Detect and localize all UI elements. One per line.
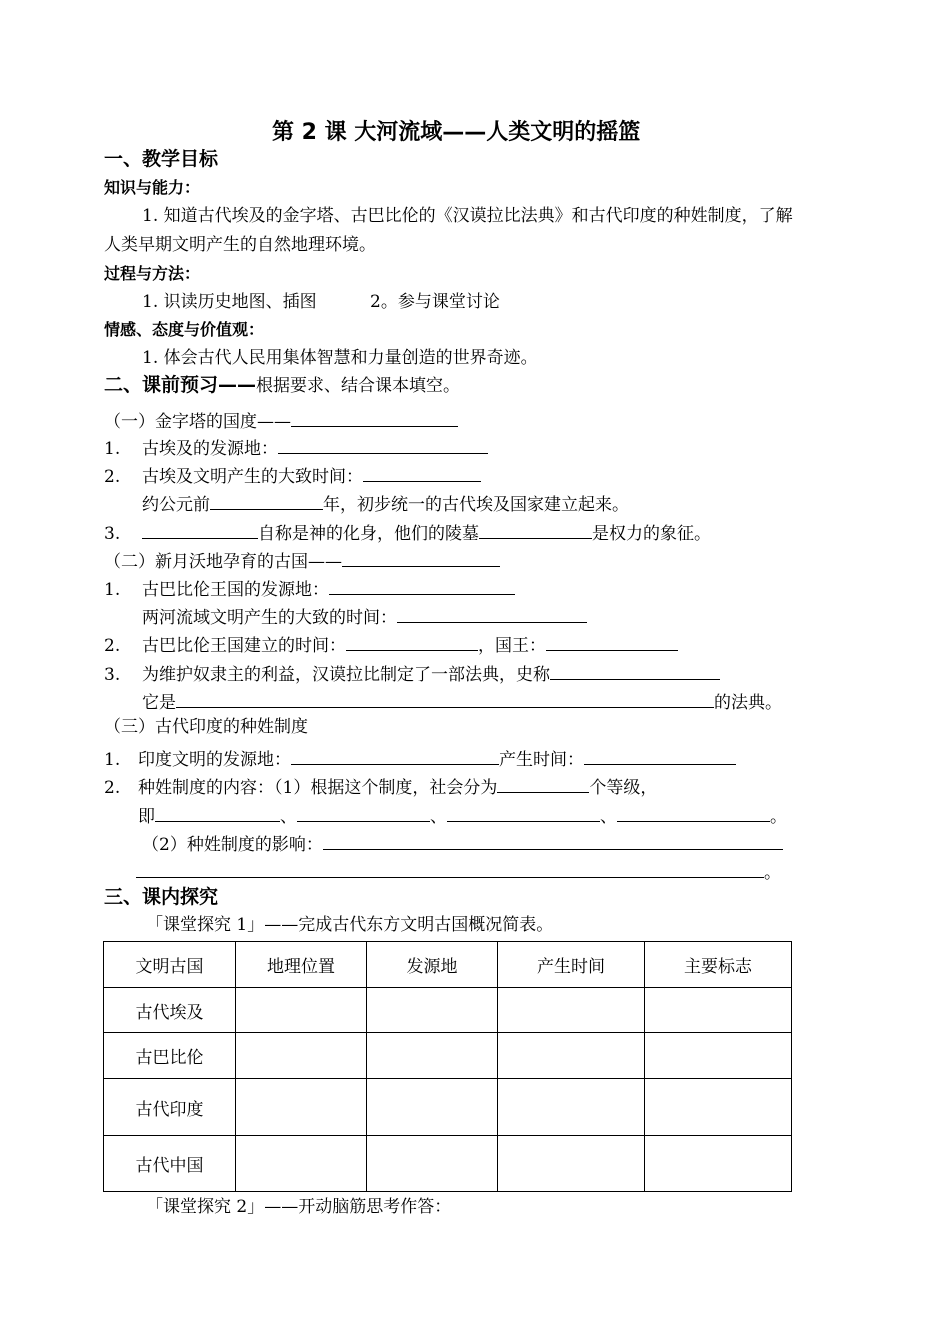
g2-item-2 (104, 634, 678, 655)
emotion-item-1: 1. 体会古代人民用集体智慧和力量创造的世界奇迹。 (142, 348, 538, 368)
blank[interactable] (584, 748, 736, 765)
g3-item-1 (104, 748, 736, 769)
item-text: 产生时间： (499, 750, 584, 770)
item-text: 自称是神的化身，他们的陵墓 (258, 524, 479, 544)
blank[interactable] (497, 776, 589, 793)
table-header-cell: 产生时间 (498, 942, 645, 988)
g1-item-1 (104, 437, 488, 458)
blank[interactable] (447, 805, 600, 822)
process-item-2: 2。参与课堂讨论 (370, 292, 500, 312)
blank[interactable] (176, 691, 714, 708)
blank[interactable] (291, 748, 499, 765)
table-cell[interactable] (367, 1136, 498, 1192)
table-header-cell: 地理位置 (236, 942, 367, 988)
blank[interactable] (479, 522, 592, 539)
g3-item-3 (142, 833, 783, 854)
item-number: 1. (104, 750, 121, 770)
group-2-title: （二）新月沃地孕育的古国—— (104, 552, 342, 572)
group-2-line (104, 550, 500, 571)
item-text: 的法典。 (714, 693, 782, 713)
separator: 、 (430, 807, 447, 827)
table-cell[interactable] (498, 1033, 645, 1079)
g2-item-3 (104, 663, 720, 684)
item-text: 古埃及文明产生的大致时间： (142, 467, 363, 487)
item-text: 古巴比伦王国建立的时间： (142, 636, 346, 656)
knowledge-item-1: 1. 知道古代埃及的金字塔、古巴比伦的《汉谟拉比法典》和古代印度的种姓制度，了解 (142, 206, 793, 226)
item-text: 即 (138, 807, 155, 827)
g2-item-1 (104, 578, 515, 599)
item-text: 印度文明的发源地： (138, 750, 291, 770)
separator: 、 (280, 807, 297, 827)
blank[interactable] (278, 437, 488, 454)
g2-item-3b (142, 691, 782, 712)
table-cell[interactable] (645, 988, 792, 1033)
table-cell[interactable] (236, 988, 367, 1033)
item-text: 个等级， (589, 778, 658, 798)
civilization-table (103, 941, 792, 1192)
blank[interactable] (136, 861, 764, 878)
item-number: 3. (104, 524, 121, 544)
section-2-heading-line (104, 376, 460, 395)
table-header-cell: 主要标志 (645, 942, 792, 988)
process-label: 过程与方法： (104, 264, 201, 283)
item-number: 2. (104, 778, 121, 798)
group-1-title: （一）金字塔的国度—— (104, 412, 291, 432)
table-header-row (104, 942, 792, 988)
table-cell[interactable] (645, 1136, 792, 1192)
blank[interactable] (617, 805, 770, 822)
item-text: 古埃及的发源地： (142, 439, 278, 459)
table-cell[interactable] (236, 1136, 367, 1192)
table-row-label: 古巴比伦 (104, 1033, 236, 1079)
blank[interactable] (323, 833, 783, 850)
blank[interactable] (342, 550, 500, 567)
item-text: 年，初步统一的古代埃及国家建立起来。 (323, 495, 629, 515)
period: 。 (770, 807, 787, 827)
item-text: 种姓制度的内容：（1）根据这个制度，社会分为 (138, 778, 498, 798)
g1-item-3 (104, 522, 711, 543)
emotion-label: 情感、态度与价值观： (104, 320, 265, 339)
blank[interactable] (363, 465, 481, 482)
table-header-cell: 文明古国 (104, 942, 236, 988)
blank[interactable] (346, 634, 478, 651)
table-cell[interactable] (367, 1079, 498, 1136)
table-cell[interactable] (236, 1033, 367, 1079)
group-3-title: （三）古代印度的种姓制度 (104, 717, 308, 737)
item-text: （2）种姓制度的影响： (142, 835, 323, 855)
knowledge-item-1-cont: 人类早期文明产生的自然地理环境。 (104, 235, 376, 255)
process-item-1: 1. 识读历史地图、插图 (142, 292, 317, 312)
item-number: 3. (104, 665, 121, 685)
item-text: 约公元前 (142, 495, 210, 515)
table-row-label: 古代中国 (104, 1136, 236, 1192)
item-text: 它是 (142, 693, 176, 713)
blank[interactable] (291, 410, 458, 427)
table-cell[interactable] (645, 1079, 792, 1136)
table-row-label: 古代印度 (104, 1079, 236, 1136)
blank[interactable] (155, 805, 280, 822)
g3-item-3b (136, 861, 781, 882)
blank[interactable] (329, 578, 515, 595)
inquiry-2: 「课堂探究 2」——开动脑筋思考作答： (146, 1197, 452, 1217)
item-number: 2. (104, 467, 121, 487)
blank[interactable] (546, 634, 678, 651)
section-3-heading: 三、课内探究 (104, 886, 219, 908)
item-text: 古巴比伦王国的发源地： (142, 580, 329, 600)
blank[interactable] (550, 663, 720, 680)
separator: 、 (600, 807, 617, 827)
section-2-note: 根据要求、结合课本填空。 (256, 376, 461, 396)
g1-item-2b (142, 493, 629, 514)
inquiry-1: 「课堂探究 1」——完成古代东方文明古国概况简表。 (146, 915, 554, 935)
item-number: 1. (104, 439, 121, 459)
section-1-heading: 一、教学目标 (104, 148, 219, 170)
blank[interactable] (397, 606, 587, 623)
table-row (104, 988, 792, 1033)
table-row (104, 1033, 792, 1079)
table-row-label: 古代埃及 (104, 988, 236, 1033)
item-text: 是权力的象征。 (592, 524, 711, 544)
g3-item-2b (138, 805, 787, 826)
page-title: 第 2 课 大河流域——人类文明的摇篮 (272, 120, 641, 145)
item-text: ，国王： (478, 636, 546, 656)
blank[interactable] (297, 805, 430, 822)
table-row (104, 1136, 792, 1192)
table-cell[interactable] (367, 1033, 498, 1079)
table-cell[interactable] (498, 988, 645, 1033)
table-cell[interactable] (367, 988, 498, 1033)
g2-item-1b (142, 606, 587, 627)
item-text: 两河流域文明产生的大致的时间： (142, 608, 397, 628)
table-header-cell: 发源地 (367, 942, 498, 988)
table-cell[interactable] (498, 1079, 645, 1136)
g3-item-2 (104, 776, 657, 797)
table-cell[interactable] (236, 1079, 367, 1136)
table-row (104, 1079, 792, 1136)
item-number: 1. (104, 580, 121, 600)
knowledge-label: 知识与能力： (104, 178, 201, 197)
section-2-heading: 二、课前预习—— (104, 374, 257, 396)
item-text: 为维护奴隶主的利益，汉谟拉比制定了一部法典，史称 (142, 665, 550, 685)
blank[interactable] (142, 522, 258, 539)
table-cell[interactable] (645, 1033, 792, 1079)
item-number: 2. (104, 636, 121, 656)
table-cell[interactable] (498, 1136, 645, 1192)
group-1-line (104, 410, 458, 431)
blank[interactable] (210, 493, 323, 510)
g1-item-2 (104, 465, 481, 486)
period: 。 (764, 863, 781, 883)
